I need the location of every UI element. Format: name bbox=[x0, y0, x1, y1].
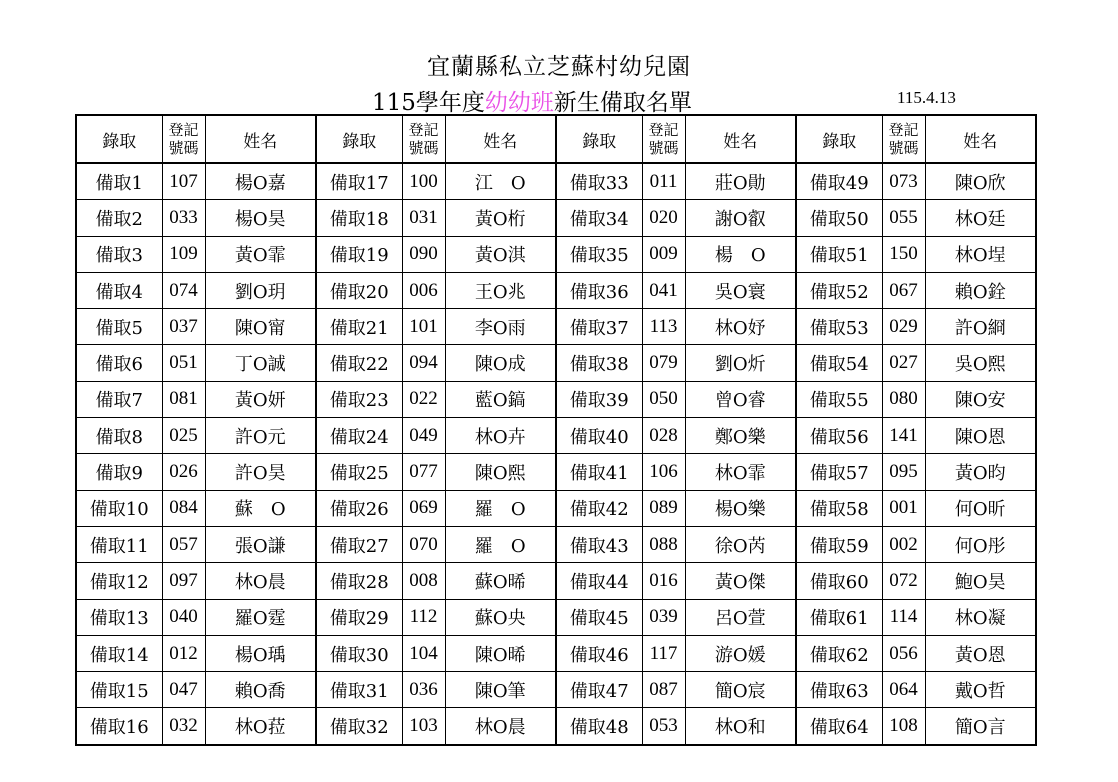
rank-cell: 備取20 bbox=[316, 272, 402, 308]
table-row bbox=[76, 635, 1036, 671]
rank-cell: 備取47 bbox=[556, 672, 642, 708]
rank-cell: 備取44 bbox=[556, 563, 642, 599]
code-cell: 025 bbox=[162, 418, 205, 454]
rank-cell: 備取64 bbox=[796, 708, 882, 745]
code-cell: 022 bbox=[402, 381, 445, 417]
name-cell: 羅O霆 bbox=[205, 599, 316, 635]
table-row bbox=[76, 272, 1036, 308]
rank-cell: 備取30 bbox=[316, 635, 402, 671]
table-row bbox=[76, 672, 1036, 708]
rank-cell: 備取60 bbox=[796, 563, 882, 599]
name-cell: 吳O寰 bbox=[685, 272, 796, 308]
name-cell: 劉O玥 bbox=[205, 272, 316, 308]
code-cell: 094 bbox=[402, 345, 445, 381]
table-row bbox=[76, 599, 1036, 635]
code-cell: 150 bbox=[882, 236, 925, 272]
name-cell: 陳O安 bbox=[925, 381, 1036, 417]
subtitle-prefix: 115學年度 bbox=[372, 90, 485, 116]
name-cell: 賴O銓 bbox=[925, 272, 1036, 308]
name-cell: 游O媛 bbox=[685, 635, 796, 671]
rank-cell: 備取32 bbox=[316, 708, 402, 745]
code-header: 登記號碼 bbox=[882, 115, 925, 163]
name-cell: 蘇O央 bbox=[445, 599, 556, 635]
rank-cell: 備取45 bbox=[556, 599, 642, 635]
code-cell: 080 bbox=[882, 381, 925, 417]
name-cell: 林O凝 bbox=[925, 599, 1036, 635]
name-cell: 陳O甯 bbox=[205, 309, 316, 345]
code-cell: 040 bbox=[162, 599, 205, 635]
school-title: 宜蘭縣私立芝蘇村幼兒園 bbox=[427, 54, 691, 80]
name-cell: 張O謙 bbox=[205, 526, 316, 562]
code-cell: 079 bbox=[642, 345, 685, 381]
code-cell: 081 bbox=[162, 381, 205, 417]
table-row bbox=[76, 163, 1036, 200]
name-cell: 楊O樂 bbox=[685, 490, 796, 526]
table-row bbox=[76, 418, 1036, 454]
rank-cell: 備取40 bbox=[556, 418, 642, 454]
rank-cell: 備取51 bbox=[796, 236, 882, 272]
rank-cell: 備取17 bbox=[316, 163, 402, 200]
code-cell: 113 bbox=[642, 309, 685, 345]
rank-cell: 備取28 bbox=[316, 563, 402, 599]
name-cell: 林O廷 bbox=[925, 200, 1036, 236]
name-cell: 陳O晞 bbox=[445, 635, 556, 671]
name-header: 姓名 bbox=[205, 115, 316, 163]
code-cell: 090 bbox=[402, 236, 445, 272]
name-cell: 陳O恩 bbox=[925, 418, 1036, 454]
code-header: 登記號碼 bbox=[402, 115, 445, 163]
rank-cell: 備取50 bbox=[796, 200, 882, 236]
code-cell: 031 bbox=[402, 200, 445, 236]
code-cell: 056 bbox=[882, 635, 925, 671]
rank-cell: 備取35 bbox=[556, 236, 642, 272]
rank-cell: 備取3 bbox=[76, 236, 162, 272]
rank-cell: 備取27 bbox=[316, 526, 402, 562]
rank-cell: 備取48 bbox=[556, 708, 642, 745]
code-cell: 100 bbox=[402, 163, 445, 200]
code-cell: 103 bbox=[402, 708, 445, 745]
table-header-row bbox=[76, 115, 1036, 163]
code-cell: 072 bbox=[882, 563, 925, 599]
code-cell: 002 bbox=[882, 526, 925, 562]
name-cell: 劉O炘 bbox=[685, 345, 796, 381]
code-cell: 077 bbox=[402, 454, 445, 490]
name-cell: 何O昕 bbox=[925, 490, 1036, 526]
name-cell: 林O妤 bbox=[685, 309, 796, 345]
name-cell: 許O元 bbox=[205, 418, 316, 454]
rank-cell: 備取10 bbox=[76, 490, 162, 526]
code-cell: 112 bbox=[402, 599, 445, 635]
table-row bbox=[76, 381, 1036, 417]
code-cell: 050 bbox=[642, 381, 685, 417]
code-cell: 114 bbox=[882, 599, 925, 635]
name-cell: 黃O霏 bbox=[205, 236, 316, 272]
name-cell: 謝O叡 bbox=[685, 200, 796, 236]
rank-cell: 備取4 bbox=[76, 272, 162, 308]
rank-cell: 備取24 bbox=[316, 418, 402, 454]
rank-cell: 備取62 bbox=[796, 635, 882, 671]
subtitle-suffix: 新生備取名單 bbox=[553, 90, 692, 116]
rank-cell: 備取14 bbox=[76, 635, 162, 671]
announcement-date: 115.4.13 bbox=[897, 88, 956, 107]
rank-cell: 備取5 bbox=[76, 309, 162, 345]
table-row bbox=[76, 454, 1036, 490]
code-cell: 036 bbox=[402, 672, 445, 708]
code-cell: 016 bbox=[642, 563, 685, 599]
code-cell: 057 bbox=[162, 526, 205, 562]
code-header: 登記號碼 bbox=[642, 115, 685, 163]
code-cell: 029 bbox=[882, 309, 925, 345]
rank-cell: 備取16 bbox=[76, 708, 162, 745]
code-cell: 001 bbox=[882, 490, 925, 526]
table-body bbox=[76, 163, 1036, 745]
table-row bbox=[76, 236, 1036, 272]
code-cell: 074 bbox=[162, 272, 205, 308]
rank-cell: 備取46 bbox=[556, 635, 642, 671]
rank-cell: 備取7 bbox=[76, 381, 162, 417]
rank-cell: 備取61 bbox=[796, 599, 882, 635]
code-cell: 104 bbox=[402, 635, 445, 671]
table-row bbox=[76, 490, 1036, 526]
name-cell: 莊O勛 bbox=[685, 163, 796, 200]
name-cell: 王O兆 bbox=[445, 272, 556, 308]
code-cell: 047 bbox=[162, 672, 205, 708]
code-cell: 069 bbox=[402, 490, 445, 526]
name-cell: 吳O熙 bbox=[925, 345, 1036, 381]
rank-cell: 備取25 bbox=[316, 454, 402, 490]
name-cell: 羅 O bbox=[445, 526, 556, 562]
rank-cell: 備取58 bbox=[796, 490, 882, 526]
name-cell: 楊O嘉 bbox=[205, 163, 316, 200]
rank-cell: 備取38 bbox=[556, 345, 642, 381]
code-cell: 064 bbox=[882, 672, 925, 708]
class-name-highlight: 幼幼班 bbox=[484, 90, 554, 116]
code-cell: 012 bbox=[162, 635, 205, 671]
rank-header: 錄取 bbox=[796, 115, 882, 163]
rank-cell: 備取11 bbox=[76, 526, 162, 562]
name-cell: 鄭O樂 bbox=[685, 418, 796, 454]
code-header: 登記號碼 bbox=[162, 115, 205, 163]
rank-cell: 備取9 bbox=[76, 454, 162, 490]
code-cell: 037 bbox=[162, 309, 205, 345]
code-cell: 087 bbox=[642, 672, 685, 708]
rank-cell: 備取8 bbox=[76, 418, 162, 454]
code-cell: 109 bbox=[162, 236, 205, 272]
waitlist-table bbox=[75, 114, 1037, 746]
name-cell: 黃O昀 bbox=[925, 454, 1036, 490]
name-cell: 徐O芮 bbox=[685, 526, 796, 562]
rank-cell: 備取6 bbox=[76, 345, 162, 381]
rank-cell: 備取59 bbox=[796, 526, 882, 562]
rank-cell: 備取23 bbox=[316, 381, 402, 417]
rank-cell: 備取26 bbox=[316, 490, 402, 526]
code-cell: 088 bbox=[642, 526, 685, 562]
code-cell: 053 bbox=[642, 708, 685, 745]
name-cell: 黃O桁 bbox=[445, 200, 556, 236]
code-cell: 020 bbox=[642, 200, 685, 236]
code-cell: 049 bbox=[402, 418, 445, 454]
name-cell: 林O和 bbox=[685, 708, 796, 745]
rank-cell: 備取22 bbox=[316, 345, 402, 381]
rank-cell: 備取12 bbox=[76, 563, 162, 599]
table-row bbox=[76, 526, 1036, 562]
rank-cell: 備取54 bbox=[796, 345, 882, 381]
name-header: 姓名 bbox=[925, 115, 1036, 163]
code-cell: 108 bbox=[882, 708, 925, 745]
rank-header: 錄取 bbox=[316, 115, 402, 163]
table-row bbox=[76, 200, 1036, 236]
name-header: 姓名 bbox=[685, 115, 796, 163]
table-row bbox=[76, 309, 1036, 345]
code-cell: 027 bbox=[882, 345, 925, 381]
rank-cell: 備取37 bbox=[556, 309, 642, 345]
code-cell: 008 bbox=[402, 563, 445, 599]
list-subtitle bbox=[372, 84, 692, 117]
rank-cell: 備取43 bbox=[556, 526, 642, 562]
rank-cell: 備取31 bbox=[316, 672, 402, 708]
rank-cell: 備取15 bbox=[76, 672, 162, 708]
name-cell: 戴O哲 bbox=[925, 672, 1036, 708]
rank-cell: 備取52 bbox=[796, 272, 882, 308]
code-cell: 009 bbox=[642, 236, 685, 272]
name-cell: 陳O熙 bbox=[445, 454, 556, 490]
code-cell: 084 bbox=[162, 490, 205, 526]
name-cell: 林O卉 bbox=[445, 418, 556, 454]
code-cell: 117 bbox=[642, 635, 685, 671]
rank-cell: 備取63 bbox=[796, 672, 882, 708]
code-cell: 073 bbox=[882, 163, 925, 200]
code-cell: 067 bbox=[882, 272, 925, 308]
name-cell: 曾O睿 bbox=[685, 381, 796, 417]
code-cell: 033 bbox=[162, 200, 205, 236]
code-cell: 097 bbox=[162, 563, 205, 599]
name-cell: 蘇 O bbox=[205, 490, 316, 526]
code-cell: 101 bbox=[402, 309, 445, 345]
name-cell: 楊O瑀 bbox=[205, 635, 316, 671]
name-cell: 楊O昊 bbox=[205, 200, 316, 236]
name-cell: 陳O筆 bbox=[445, 672, 556, 708]
name-cell: 黃O恩 bbox=[925, 635, 1036, 671]
name-cell: 藍O鎬 bbox=[445, 381, 556, 417]
name-cell: 黃O妍 bbox=[205, 381, 316, 417]
code-cell: 039 bbox=[642, 599, 685, 635]
rank-cell: 備取57 bbox=[796, 454, 882, 490]
rank-cell: 備取29 bbox=[316, 599, 402, 635]
rank-cell: 備取1 bbox=[76, 163, 162, 200]
rank-cell: 備取53 bbox=[796, 309, 882, 345]
rank-cell: 備取55 bbox=[796, 381, 882, 417]
code-cell: 041 bbox=[642, 272, 685, 308]
code-cell: 089 bbox=[642, 490, 685, 526]
rank-header: 錄取 bbox=[76, 115, 162, 163]
name-header: 姓名 bbox=[445, 115, 556, 163]
name-cell: 林O菈 bbox=[205, 708, 316, 745]
name-cell: 丁O誠 bbox=[205, 345, 316, 381]
name-cell: 簡O言 bbox=[925, 708, 1036, 745]
name-cell: 何O彤 bbox=[925, 526, 1036, 562]
code-cell: 106 bbox=[642, 454, 685, 490]
rank-cell: 備取36 bbox=[556, 272, 642, 308]
name-cell: 羅 O bbox=[445, 490, 556, 526]
name-cell: 林O埕 bbox=[925, 236, 1036, 272]
name-cell: 賴O喬 bbox=[205, 672, 316, 708]
name-cell: 呂O萱 bbox=[685, 599, 796, 635]
rank-cell: 備取18 bbox=[316, 200, 402, 236]
name-cell: 林O晨 bbox=[205, 563, 316, 599]
name-cell: 林O霏 bbox=[685, 454, 796, 490]
rank-cell: 備取49 bbox=[796, 163, 882, 200]
name-cell: 江 O bbox=[445, 163, 556, 200]
code-cell: 070 bbox=[402, 526, 445, 562]
code-cell: 055 bbox=[882, 200, 925, 236]
code-cell: 026 bbox=[162, 454, 205, 490]
code-cell: 032 bbox=[162, 708, 205, 745]
code-cell: 006 bbox=[402, 272, 445, 308]
rank-cell: 備取13 bbox=[76, 599, 162, 635]
rank-cell: 備取42 bbox=[556, 490, 642, 526]
rank-cell: 備取39 bbox=[556, 381, 642, 417]
rank-cell: 備取2 bbox=[76, 200, 162, 236]
name-cell: 蘇O晞 bbox=[445, 563, 556, 599]
name-cell: 鮑O昊 bbox=[925, 563, 1036, 599]
table-row bbox=[76, 563, 1036, 599]
rank-cell: 備取56 bbox=[796, 418, 882, 454]
rank-cell: 備取19 bbox=[316, 236, 402, 272]
code-cell: 141 bbox=[882, 418, 925, 454]
name-cell: 簡O宸 bbox=[685, 672, 796, 708]
code-cell: 028 bbox=[642, 418, 685, 454]
code-cell: 011 bbox=[642, 163, 685, 200]
rank-cell: 備取41 bbox=[556, 454, 642, 490]
table-row bbox=[76, 345, 1036, 381]
rank-header: 錄取 bbox=[556, 115, 642, 163]
name-cell: 黃O傑 bbox=[685, 563, 796, 599]
name-cell: 李O雨 bbox=[445, 309, 556, 345]
name-cell: 許O昊 bbox=[205, 454, 316, 490]
code-cell: 107 bbox=[162, 163, 205, 200]
name-cell: 楊 O bbox=[685, 236, 796, 272]
code-cell: 095 bbox=[882, 454, 925, 490]
name-cell: 陳O欣 bbox=[925, 163, 1036, 200]
code-cell: 051 bbox=[162, 345, 205, 381]
table-row bbox=[76, 708, 1036, 745]
name-cell: 許O綗 bbox=[925, 309, 1036, 345]
name-cell: 林O晨 bbox=[445, 708, 556, 745]
rank-cell: 備取33 bbox=[556, 163, 642, 200]
name-cell: 黃O淇 bbox=[445, 236, 556, 272]
rank-cell: 備取34 bbox=[556, 200, 642, 236]
rank-cell: 備取21 bbox=[316, 309, 402, 345]
name-cell: 陳O成 bbox=[445, 345, 556, 381]
